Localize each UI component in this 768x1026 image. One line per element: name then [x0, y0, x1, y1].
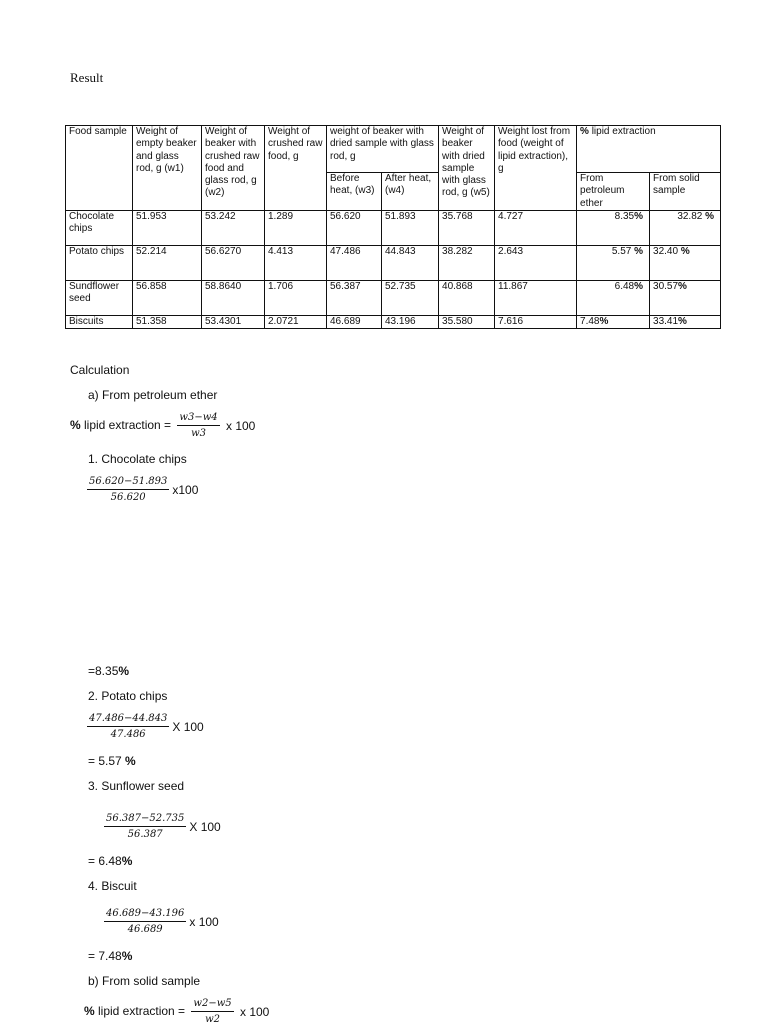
formula-label: lipid extraction = [80, 418, 172, 433]
cell-w5: 35.768 [439, 210, 495, 245]
cell-lost: 4.727 [495, 210, 577, 245]
calculation-heading: Calculation [70, 363, 130, 377]
item-3-fraction [104, 813, 186, 841]
item-2-label: 2. Potato chips [88, 689, 168, 703]
cell-w4: 51.893 [382, 210, 439, 245]
header-w5: Weight of beaker with dried sample with glass rod, g (w5) [439, 126, 495, 211]
cell-solid: 30.57% [650, 280, 721, 315]
page-title: Result [70, 70, 104, 85]
header-lipid-group [577, 126, 721, 173]
item-1-multiplier: x100 [172, 483, 199, 497]
part-a-formula [70, 412, 255, 440]
table-row [66, 245, 721, 280]
formula-numerator: w3−w4 [177, 412, 219, 426]
cell-w2: 58.8640 [202, 280, 265, 315]
cell-petroleum: 8.35% [577, 210, 650, 245]
cell-petroleum: 7.48% [577, 315, 650, 328]
pct-symbol: % [84, 1004, 95, 1019]
formula-fraction [177, 412, 219, 440]
cell-lost: 11.867 [495, 280, 577, 315]
table-row [66, 210, 721, 245]
header-lipid-label: lipid extraction [591, 126, 656, 137]
cell-lost: 7.616 [495, 315, 577, 328]
item-1-label: 1. Chocolate chips [88, 452, 187, 466]
results-table [65, 125, 721, 329]
cell-crushed: 1.289 [265, 210, 327, 245]
item-3-numerator: 56.387−52.735 [104, 813, 186, 827]
cell-w3: 56.620 [327, 210, 382, 245]
header-after-heat: After heat, (w4) [382, 173, 439, 211]
formula-multiplier: x 100 [239, 1005, 270, 1019]
item-3-denominator: 56.387 [127, 829, 163, 840]
cell-w1: 56.858 [133, 280, 202, 315]
formula-fraction [191, 998, 233, 1026]
item-2-result: = 5.57 % [88, 754, 136, 768]
item-3-result: = 6.48% [88, 854, 133, 868]
table-row [66, 315, 721, 328]
cell-w2: 53.242 [202, 210, 265, 245]
item-1-equation [84, 476, 198, 504]
item-3-equation [101, 813, 221, 841]
cell-w3: 47.486 [327, 245, 382, 280]
cell-w1: 51.953 [133, 210, 202, 245]
header-lipid-pct: % [580, 126, 589, 137]
item-1-numerator: 56.620−51.893 [87, 476, 169, 490]
cell-w1: 52.214 [133, 245, 202, 280]
item-2-multiplier: X 100 [172, 720, 204, 734]
item-2-fraction [87, 713, 169, 741]
cell-petroleum: 6.48% [577, 280, 650, 315]
formula-denominator: w3 [191, 428, 206, 439]
cell-crushed: 4.413 [265, 245, 327, 280]
cell-w2: 53.4301 [202, 315, 265, 328]
cell-w3: 56.387 [327, 280, 382, 315]
part-a-label: a) From petroleum ether [88, 388, 218, 402]
item-3-multiplier: X 100 [189, 820, 221, 834]
item-2-numerator: 47.486−44.843 [87, 713, 169, 727]
cell-solid: 32.40 % [650, 245, 721, 280]
cell-w1: 51.358 [133, 315, 202, 328]
header-from-solid: From solid sample [650, 173, 721, 211]
formula-multiplier: x 100 [225, 419, 256, 433]
header-w2: Weight of beaker with crushed raw food and glass rod, g (w2) [202, 126, 265, 211]
header-before-heat: Before heat, (w3) [327, 173, 382, 211]
cell-w3: 46.689 [327, 315, 382, 328]
cell-food: Chocolate chips [66, 210, 133, 245]
cell-w5: 40.868 [439, 280, 495, 315]
cell-w2: 56.6270 [202, 245, 265, 280]
cell-food: Biscuits [66, 315, 133, 328]
item-2-denominator: 47.486 [110, 729, 146, 740]
table-header-row [66, 126, 721, 173]
formula-denominator: w2 [205, 1014, 220, 1025]
item-4-result: = 7.48% [88, 949, 133, 963]
formula-numerator: w2−w5 [191, 998, 233, 1012]
header-crushed: Weight of crushed raw food, g [265, 126, 327, 211]
item-4-label: 4. Biscuit [88, 879, 137, 893]
header-dried-group: weight of beaker with dried sample with glass rod, g [327, 126, 439, 173]
cell-crushed: 2.0721 [265, 315, 327, 328]
item-1-denominator: 56.620 [110, 492, 146, 503]
formula-label: lipid extraction = [94, 1004, 186, 1019]
header-from-petroleum: From petroleum ether [577, 173, 650, 211]
item-1-result: =8.35% [88, 664, 130, 678]
header-food-sample: Food sample [66, 126, 133, 211]
item-2-equation [84, 713, 204, 741]
cell-w4: 44.843 [382, 245, 439, 280]
item-4-fraction [104, 908, 186, 936]
cell-food: Potato chips [66, 245, 133, 280]
cell-lost: 2.643 [495, 245, 577, 280]
cell-w5: 35.580 [439, 315, 495, 328]
header-w1: Weight of empty beaker and glass rod, g (w1) [133, 126, 202, 211]
item-4-numerator: 46.689−43.196 [104, 908, 186, 922]
cell-solid: 33.41% [650, 315, 721, 328]
cell-w5: 38.282 [439, 245, 495, 280]
part-b-formula [84, 998, 269, 1026]
cell-crushed: 1.706 [265, 280, 327, 315]
part-b-label: b) From solid sample [88, 974, 201, 988]
table-row [66, 280, 721, 315]
cell-w4: 52.735 [382, 280, 439, 315]
item-4-denominator: 46.689 [127, 924, 163, 935]
item-1-fraction [87, 476, 169, 504]
pct-symbol: % [70, 418, 81, 433]
header-weight-lost: Weight lost from food (weight of lipid extraction), g [495, 126, 577, 211]
item-4-multiplier: x 100 [189, 915, 219, 929]
item-3-label: 3. Sunflower seed [88, 779, 185, 793]
item-4-equation [101, 908, 219, 936]
cell-solid: 32.82 % [650, 210, 721, 245]
cell-w4: 43.196 [382, 315, 439, 328]
cell-food: Sundflower seed [66, 280, 133, 315]
cell-petroleum: 5.57 % [577, 245, 650, 280]
